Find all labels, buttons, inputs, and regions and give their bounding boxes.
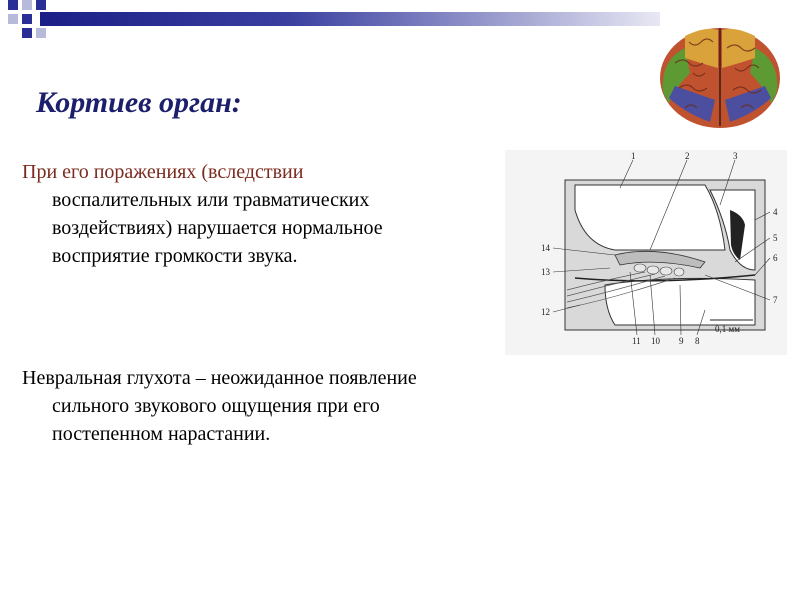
figure-label: 9: [679, 336, 684, 346]
text-line: сильного звукового ощущения при его: [52, 395, 380, 417]
text-line: воспалительных или травматических: [52, 189, 370, 211]
organ-of-corti-diagram: [505, 150, 787, 355]
text-line: При его поражениях (вследствии: [22, 161, 304, 183]
decor-square: [8, 14, 18, 24]
figure-label: 12: [541, 307, 550, 317]
figure-label: 8: [695, 336, 700, 346]
text-line: Невральная глухота – неожиданное появление: [22, 367, 417, 389]
figure-label: 3: [733, 151, 738, 161]
decor-square: [36, 0, 46, 10]
text-line: восприятие громкости звука.: [52, 245, 298, 267]
figure-label: 1: [631, 151, 636, 161]
figure-label: 14: [541, 243, 550, 253]
figure-label: 5: [773, 233, 778, 243]
decor-square: [8, 0, 18, 10]
text-line: постепенном нарастании.: [52, 423, 271, 445]
figure-label: 13: [541, 267, 550, 277]
paragraph-lesion: [22, 158, 502, 270]
brain-icon: [655, 18, 785, 130]
figure-label: 6: [773, 253, 778, 263]
decor-square: [22, 14, 32, 24]
figure-label: 2: [685, 151, 690, 161]
text-line: воздействиях) нарушается нормальное: [52, 217, 383, 239]
decor-square: [22, 28, 32, 38]
slide-title: Кортиев орган:: [36, 86, 242, 119]
decor-square: [22, 0, 32, 10]
figure-label: 10: [651, 336, 660, 346]
figure-label: 7: [773, 295, 778, 305]
paragraph-neural-deafness: [22, 364, 562, 448]
scale-label: 0,1 мм: [715, 324, 740, 334]
decor-bar: [40, 12, 660, 26]
figure-label: 4: [773, 207, 778, 217]
decor-square: [36, 28, 46, 38]
figure-label: 11: [632, 336, 641, 346]
